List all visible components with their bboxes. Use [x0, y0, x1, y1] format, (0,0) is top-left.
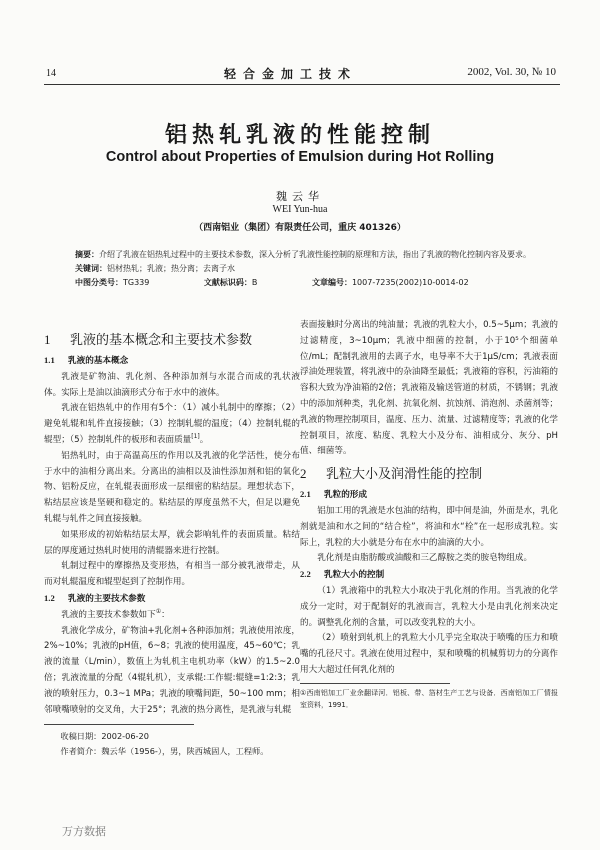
issue-info: 2002, Vol. 30, № 10 [467, 66, 556, 78]
clc-label: 中图分类号： [75, 278, 123, 287]
keywords-text: 铝材热轧；乳液；热分离；去离子水 [107, 264, 235, 273]
journal-name: 轻合金加工技术 [224, 67, 358, 81]
keywords-label: 关键词： [75, 264, 107, 273]
section-1-heading: 1 乳液的基本概念和主要技术参数 [44, 332, 253, 348]
author-affiliation: （西南铝业（集团）有限责任公司，重庆 401326） [194, 223, 406, 233]
abstract-block [75, 248, 535, 290]
footnote-divider [300, 683, 450, 684]
left-column [44, 330, 300, 759]
citation-ref: [1] [191, 433, 200, 441]
paragraph: 铝热轧时，由于高温高压的作用以及乳液的化学活性，使分布于水中的油相分离出来。分离出的油相以及油性添加剂和铝的氧化物、铝粉反应，在轧辊表面形成一层细密的粘结层。理想状态下，粘结层应该是坚硬和稳定的。粘结层的厚度虽然不大，但足以避免轧辊与轧件之间直接接触。 [44, 450, 300, 524]
watermark: 万方数据 [62, 825, 106, 838]
subsection-2-2-heading: 2.2 乳粒大小的控制 [300, 569, 385, 581]
paragraph: 轧制过程中的摩擦热及变形热，有相当一部分被乳液带走，从而对轧辊温度和辊型起到了控制作用。 [44, 561, 300, 588]
page-number: 14 [46, 68, 56, 79]
abstract-label: 摘要： [75, 250, 99, 259]
paragraph: 乳液的主要技术参数如下①： [61, 607, 170, 620]
doc-code-value: B [251, 278, 258, 287]
author-english: WEI Yun-hua [272, 204, 328, 215]
paragraph: 乳液在铝热轧中的作用有5个：（1）减小轧制中的摩擦；（2）避免轧辊和轧件直接接触；（3）控制轧辊的温度；（4）控制轧辊的辊型；（5）控制轧件的板形和表面质量[1]。 [44, 403, 300, 445]
section-2-heading: 2 乳粒大小及润滑性能的控制 [300, 466, 483, 483]
paragraph: （1）乳液箱中的乳粒大小取决于乳化剂的作用。当乳液的化学成分一定时，对于配制好的乳液而言，乳粒大小是由乳化剂来决定的。调整乳化剂的含量，可以改变乳粒的大小。 [300, 585, 558, 628]
title-chinese: 铝热轧乳液的性能控制 [164, 123, 435, 148]
author-bio: 作者简介：魏云华（1956-），男，陕西城固人，工程师。 [60, 746, 269, 757]
title-english: Control about Properties of Emulsion during Hot Rolling [105, 149, 495, 165]
article-no-value: 1007-7235(2002)10-0014-02 [351, 278, 469, 287]
subsection-1-1-heading: 1.1 乳液的基本概念 [44, 355, 129, 366]
footnote-ref: ① [155, 607, 162, 615]
classification-row [75, 276, 535, 290]
footnote-divider [44, 724, 194, 725]
received-date: 收稿日期：2002-06-20 [60, 731, 149, 742]
paragraph: （2）喷射到轧机上的乳粒大小几乎完全取决于喷嘴的压力和喷嘴的孔径尺寸。乳液在使用过程中，泵和喷嘴的机械剪切力的分离作用大大超过任何乳化剂的 [300, 633, 558, 675]
paragraph: 乳液化学成分，矿物油+乳化剂+各种添加剂；乳液使用浓度，2%~10%；乳液的pH值，6~8；乳液的使用温度，45~60℃；乳液的流量（L/min），数值上为轧机主电机功率（kW）的1.5~2.0倍；乳液流量的分配（4辊轧机），支承辊:工作辊:辊缝=1:2:3；乳液的喷射压力，0.3~1 MPa；乳液的喷嘴间距，50~100 mm；相邻喷嘴喷射的交叉角，大于25°；乳液的热分离性，是乳液与轧辊 [44, 625, 300, 715]
paragraph: 乳液是矿物油、乳化剂、各种添加剂与水混合而成的乳状液体。实际上是油以油滴形式分布于水中的液体。 [44, 371, 300, 398]
author-chinese: 魏云华 [276, 190, 324, 203]
paragraph: 如果形成的初始粘结层太厚，就会影响轧件的表面质量。粘结层的厚度通过热轧时使用的清辊器来进行控制。 [44, 529, 300, 556]
abstract-text: 介绍了乳液在铝热轧过程中的主要技术参数，深入分析了乳液性能控制的原理和方法，指出了乳液的物化控制内容及要求。 [99, 250, 531, 259]
paragraph: 乳化剂是由脂肪酸或油酸和三乙醇胺之类的胺皂物组成。 [317, 553, 533, 564]
article-no-label: 文章编号： [311, 278, 352, 287]
subsection-1-2-heading: 1.2 乳液的主要技术参数 [44, 592, 146, 604]
paragraph: 铝加工用的乳液是水包油的结构，即中间是油，外面是水，乳化剂就是油和水之间的“结合栓”，将油和水“栓”在一起形成乳粒。实际上，乳粒的大小就是分布在水中的油滴的大小。 [300, 505, 558, 548]
clc-value: TG339 [123, 278, 150, 287]
right-column [300, 318, 558, 711]
keywords [75, 262, 535, 276]
running-header [44, 62, 560, 85]
subsection-2-1-heading: 2.1 乳粒的形成 [300, 489, 367, 501]
doc-code-label: 文献标识码： [203, 278, 252, 287]
abstract [75, 248, 535, 262]
footnote: ①西南铝加工厂业余翻译河．铝板、带、箔材生产工艺与设备．西南铝加工厂情报室资料，1991． [300, 688, 558, 709]
paragraph: 表面接触时分离出的纯油量；乳液的乳粒大小，0.5~5μm；乳液的过滤精度，3~10μm；乳液中细菌的控制，小于10⁵个细菌单位/mL；配制乳液用的去离子水，电导率不大于1μS/cm；乳液表面浮油处理装置，将乳液中的杂油降至最低；乳液箱的容积，污油箱的容积大致为净油箱的2倍；乳液箱及输送管道的材质，不锈钢；乳液中的添加剂种类，乳化剂、抗氧化剂、抗蚀剂、消泡剂、杀菌剂等；乳液的物理控制项目，温度、压力、流量、过滤精度等；乳液的化学控制项目，浓度、粘度、乳粒大小及分布、油相成分、灰分、pH值、细菌等。 [300, 320, 558, 457]
